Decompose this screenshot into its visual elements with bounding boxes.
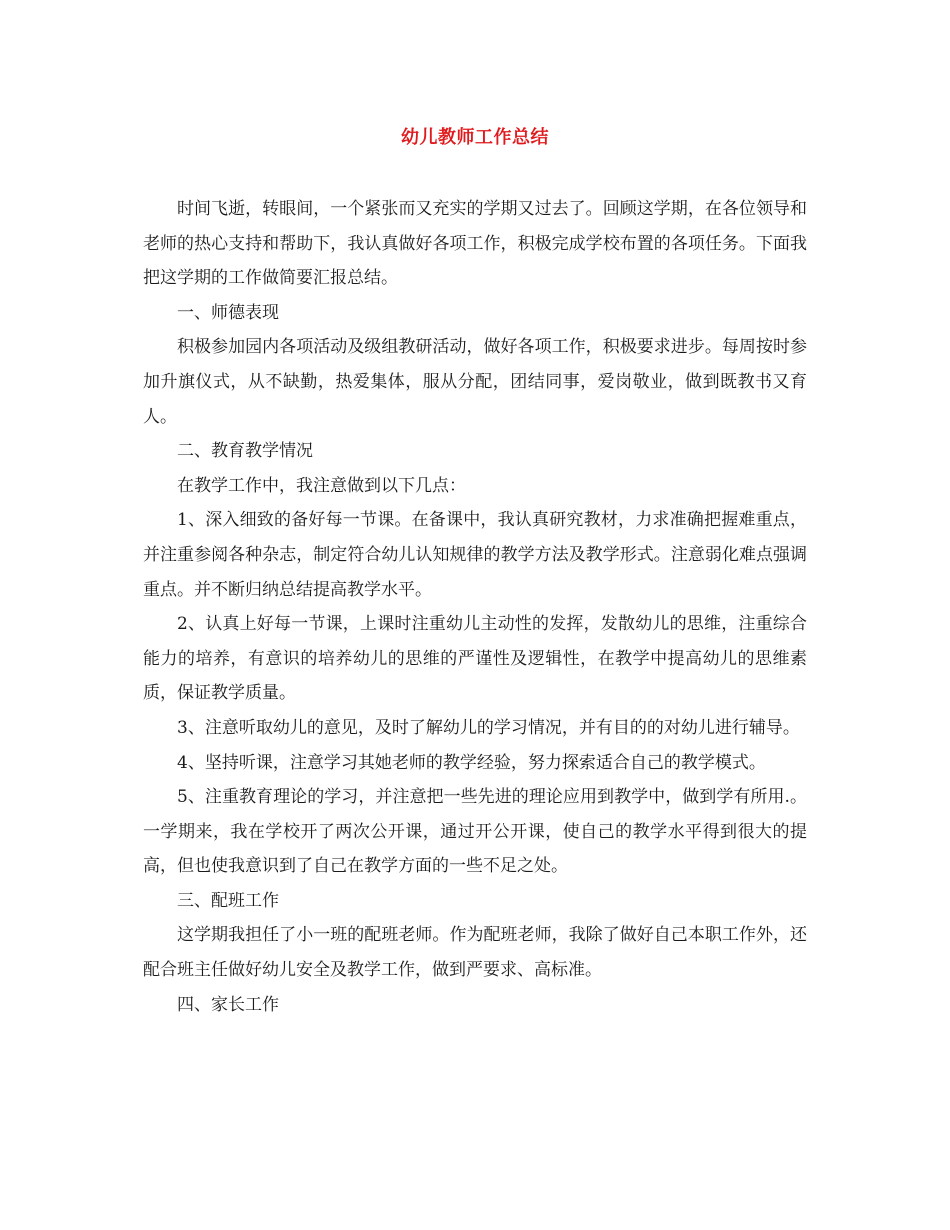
section-heading-ethics: 一、师德表现 — [177, 302, 279, 323]
teaching-point-2: 2、认真上好每一节课，上课时注重幼儿主动性的发挥，发散幼儿的思维，注重综合能力的培养，有意识的培养幼儿的思维的严谨性及逻辑性，在教学中提高幼儿的思维素质，保证教学质量。 — [143, 614, 807, 704]
intro-paragraph: 时间飞逝，转眼间，一个紧张而又充实的学期又过去了。回顾这学期，在各位领导和老师的热心支持和帮助下，我认真做好各项工作，积极完成学校布置的各项任务。下面我把这学期的工作做简要汇报总结。 — [143, 199, 807, 289]
teaching-point-1: 1、深入细致的备好每一节课。在备课中，我认真研究教材，力求准确把握难重点，并注重参阅各种杂志，制定符合幼儿认知规律的教学方法及教学形式。注意弱化难点强调重点。并不断归纳总结提高教学水平。 — [143, 510, 807, 600]
document-title: 幼儿教师工作总结 — [401, 127, 549, 148]
section-heading-teaching: 二、教育教学情况 — [177, 441, 313, 462]
teaching-point-3: 3、注意听取幼儿的意见，及时了解幼儿的学习情况，并有目的的对幼儿进行辅导。 — [177, 717, 800, 738]
document-body — [143, 192, 807, 1022]
class-assist-paragraph: 这学期我担任了小一班的配班老师。作为配班老师，我除了做好自己本职工作外，还配合班主任做好幼儿安全及教学工作，做到严要求、高标准。 — [143, 925, 807, 981]
section-heading-class-assist: 三、配班工作 — [177, 890, 279, 911]
teaching-point-5: 5、注重教育理论的学习，并注意把一些先进的理论应用到教学中，做到学有所用.。一学期来，我在学校开了两次公开课，通过开公开课，使自己的教学水平得到很大的提高，但也使我意识到了自己在教学方面的一些不足之处。 — [143, 787, 807, 877]
ethics-paragraph: 积极参加园内各项活动及级组教研活动，做好各项工作，积极要求进步。每周按时参加升旗仪式，从不缺勤，热爱集体，服从分配，团结同事，爱岗敬业，做到既教书又育人。 — [143, 337, 807, 427]
teaching-intro-paragraph: 在教学工作中，我注意做到以下几点： — [177, 475, 466, 496]
teaching-point-4: 4、坚持听课，注意学习其她老师的教学经验，努力探索适合自己的教学模式。 — [177, 752, 766, 773]
section-heading-parents: 四、家长工作 — [177, 994, 279, 1015]
